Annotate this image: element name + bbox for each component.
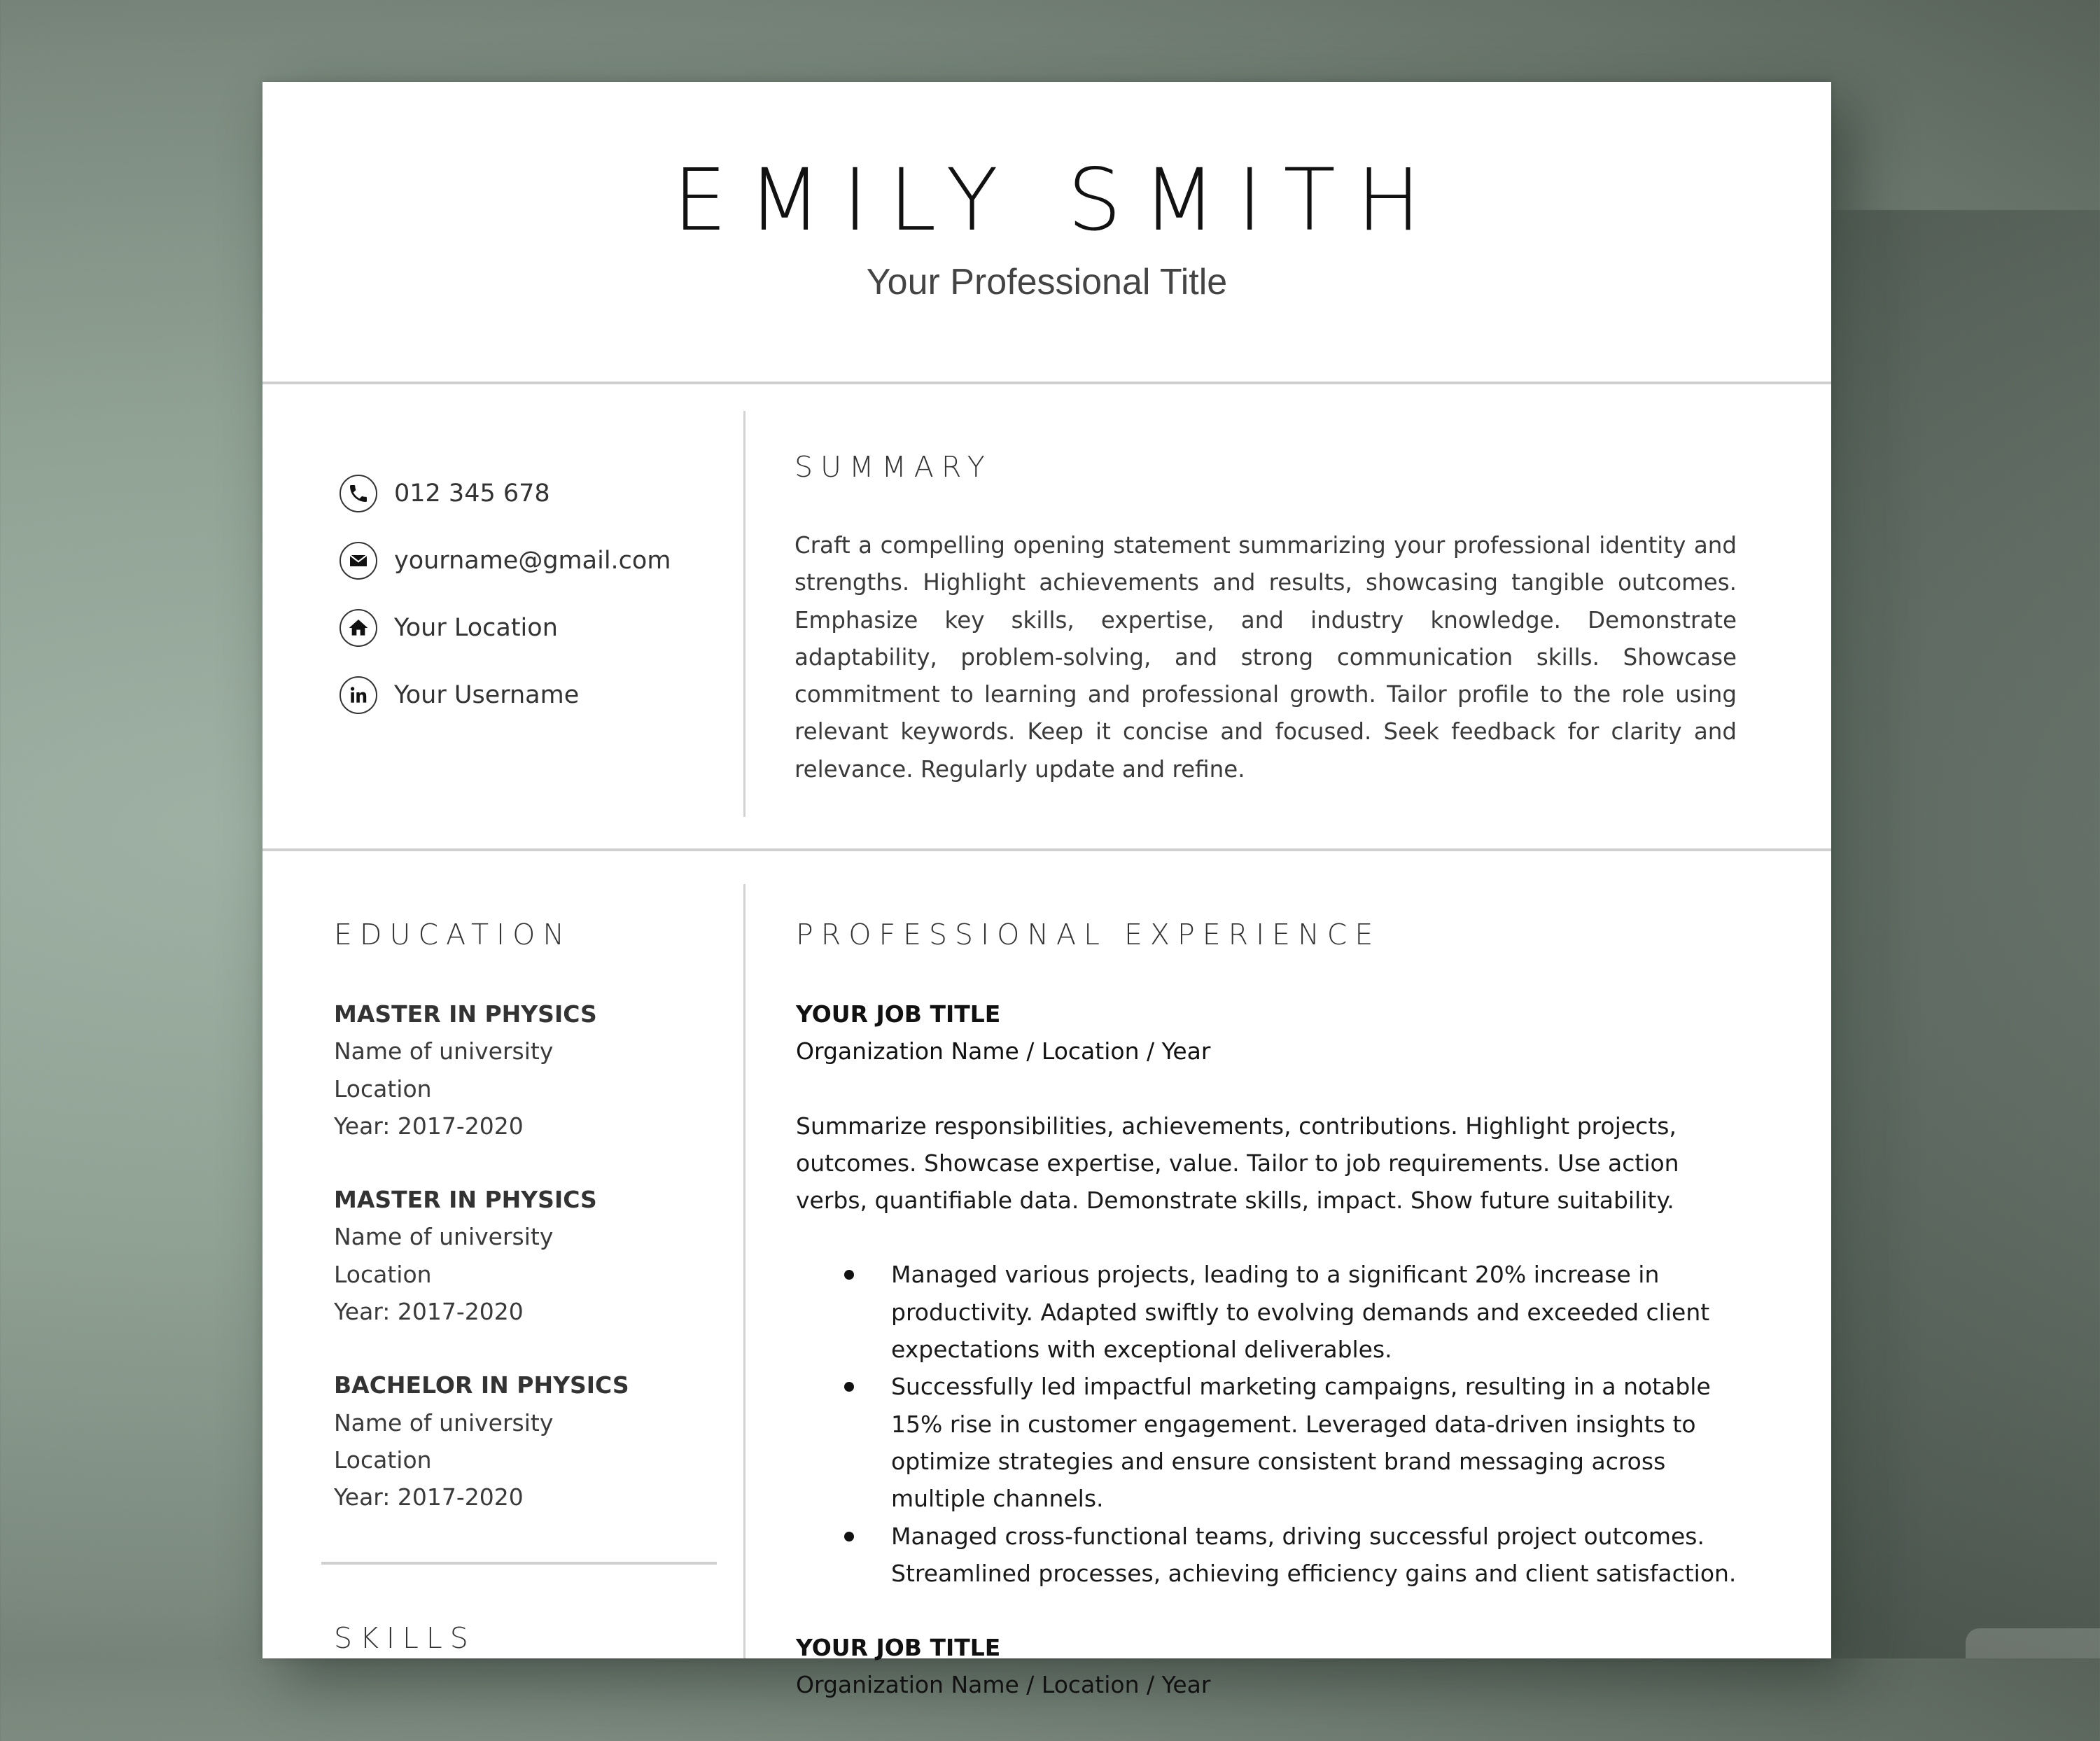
bullet-dot-icon: [844, 1532, 854, 1541]
education-heading: EDUCATION: [334, 918, 573, 951]
bullet-item: [796, 1256, 1748, 1368]
contact-phone: [340, 473, 671, 515]
phone-icon: [340, 475, 377, 512]
education-year: Year: 2017-2020: [334, 1298, 524, 1326]
job-title: YOUR JOB TITLE: [796, 1634, 1001, 1662]
bullet-dot-icon: [844, 1382, 854, 1392]
education-location: Location: [334, 1260, 432, 1288]
education-divider: [321, 1562, 717, 1565]
skills-heading: SKILLS: [334, 1621, 476, 1655]
bullet-dot-icon: [844, 1270, 854, 1280]
degree: MASTER IN PHYSICS: [334, 1186, 597, 1214]
job-meta: Organization Name / Location / Year: [796, 1671, 1211, 1699]
linkedin-icon: [340, 676, 377, 714]
bullet-text: Successfully led impactful marketing campaigns, resulting in a notable 15% rise in customer engagement. Leveraged data-driven insights to optimize strategies and ensure consistent brand messaging across multiple channels.: [891, 1373, 1711, 1513]
job-title: YOUR JOB TITLE: [796, 1000, 1001, 1028]
linkedin-text: Your Username: [394, 681, 580, 709]
education-list: [334, 995, 726, 1553]
education-year: Year: 2017-2020: [334, 1483, 524, 1511]
resume-page: [262, 82, 1831, 1699]
location-text: Your Location: [394, 614, 558, 642]
bullet-item: [796, 1368, 1748, 1517]
education-item: [334, 1181, 726, 1330]
job-bullets: [796, 1256, 1748, 1592]
university: Name of university: [334, 1223, 554, 1251]
education-year: Year: 2017-2020: [334, 1112, 524, 1140]
bullet-text: Managed cross-functional teams, driving successful project outcomes. Streamlined processes, achieving efficiency gains and client satisfaction.: [891, 1522, 1737, 1587]
contact-list: [340, 473, 671, 741]
job-description: Summarize responsibilities, achievements, contributions. Highlight projects, outcomes. Showcase expertise, value. Tailor to job requirements. Use action verbs, quantifiable data. Demonstrate skills, impact. Show future suitability.: [796, 1112, 1679, 1215]
email-text: yourname@gmail.com: [394, 547, 671, 575]
contact-linkedin: [340, 674, 671, 716]
corner-watermark: [1966, 1628, 2100, 1658]
phone-text: 012 345 678: [394, 480, 550, 508]
experience-list: [796, 995, 1748, 1741]
degree: MASTER IN PHYSICS: [334, 1000, 597, 1028]
professional-title: Your Professional Title: [866, 262, 1228, 302]
contact-location: [340, 607, 671, 649]
summary-divider: [262, 848, 1831, 851]
top-column-divider: [743, 411, 746, 817]
resume-name: EMILY SMITH: [673, 151, 1442, 250]
bullet-text: Managed various projects, leading to a significant 20% increase in productivity. Adapted swiftly to evolving demands and exceeded client expectations with exceptional deliverables.: [891, 1261, 1710, 1364]
summary-text: Craft a compelling opening statement summarizing your professional identity and strengths. Highlight achievements and results, showcasing tangible outcomes. Emphasize key skills, expertise, and industry knowledge. Demonstrate adaptability, problem-solving, and strong communication skills. Showcase commitment to learning and professional growth. Tailor profile to the role using relevant keywords. Keep it concise and focused. Seek feedback for clarity and relevance. Regularly update and refine.: [794, 532, 1737, 783]
experience-heading: PROFESSIONAL EXPERIENCE: [796, 918, 1381, 951]
job-entry: [796, 995, 1748, 1592]
education-item: [334, 1366, 726, 1516]
job-entry: [796, 1629, 1748, 1704]
contact-email: [340, 540, 671, 582]
summary-heading: SUMMARY: [794, 450, 993, 484]
job-meta: Organization Name / Location / Year: [796, 1037, 1211, 1065]
university: Name of university: [334, 1037, 554, 1065]
education-item: [334, 995, 726, 1145]
education-location: Location: [334, 1075, 432, 1103]
university: Name of university: [334, 1408, 554, 1436]
bullet-item: [796, 1518, 1748, 1593]
background-shadow: [1792, 210, 2100, 1658]
header-divider: [262, 382, 1831, 384]
home-icon: [340, 609, 377, 647]
bottom-column-divider: [743, 884, 746, 1658]
education-location: Location: [334, 1446, 432, 1474]
degree: BACHELOR IN PHYSICS: [334, 1371, 629, 1399]
envelope-icon: [340, 542, 377, 580]
